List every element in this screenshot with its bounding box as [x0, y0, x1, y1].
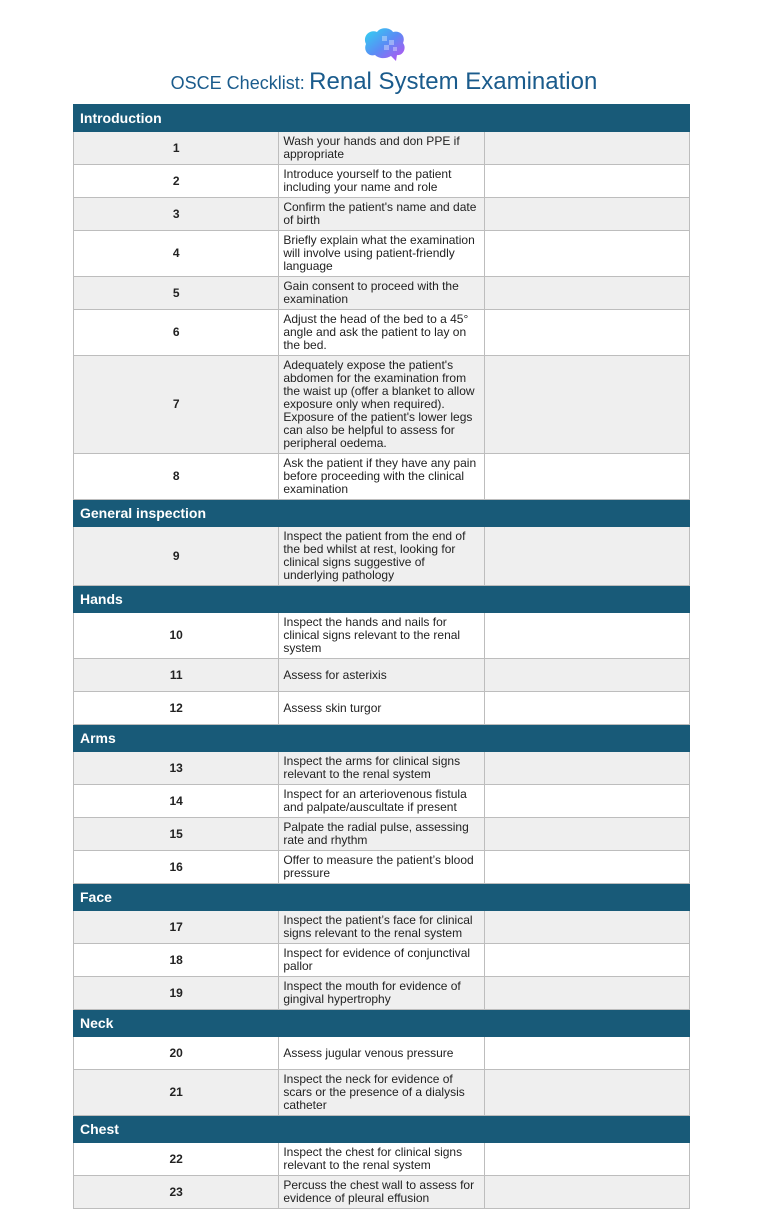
section-header [74, 500, 690, 527]
table-row [74, 818, 690, 851]
section-header [74, 725, 690, 752]
item-number: 23 [74, 1176, 279, 1209]
page-title [0, 68, 768, 96]
checkbox-cell[interactable] [484, 198, 689, 231]
checkbox-cell[interactable] [484, 818, 689, 851]
table-row [74, 165, 690, 198]
item-text: Inspect the patient’s face for clinical signs relevant to the renal system [279, 911, 484, 944]
title-main: Renal System Examination [309, 68, 598, 95]
item-text: Inspect for evidence of conjunctival pallor [279, 944, 484, 977]
item-text: Percuss the chest wall to assess for evidence of pleural effusion [279, 1176, 484, 1209]
item-number: 20 [74, 1037, 279, 1070]
item-number: 17 [74, 911, 279, 944]
checkbox-cell[interactable] [484, 1143, 689, 1176]
item-text: Assess skin turgor [279, 692, 484, 725]
item-number: 4 [74, 231, 279, 277]
section-title: Hands [74, 586, 690, 613]
item-text: Adequately expose the patient's abdomen for the examination from the waist up (offer a blanket to allow exposure only when required). Exposure of the patient's lower legs can also be helpful to assess for peripheral oedema. [279, 356, 484, 454]
item-text: Offer to measure the patient’s blood pressure [279, 851, 484, 884]
table-row [74, 851, 690, 884]
table-row [74, 231, 690, 277]
table-row [74, 944, 690, 977]
table-row [74, 277, 690, 310]
item-number: 12 [74, 692, 279, 725]
title-prefix: OSCE Checklist: [170, 73, 305, 93]
item-text: Inspect the mouth for evidence of gingival hypertrophy [279, 977, 484, 1010]
table-row [74, 198, 690, 231]
checkbox-cell[interactable] [484, 1037, 689, 1070]
table-row [74, 613, 690, 659]
checkbox-cell[interactable] [484, 231, 689, 277]
table-row [74, 977, 690, 1010]
item-text: Palpate the radial pulse, assessing rate and rhythm [279, 818, 484, 851]
item-text: Inspect the patient from the end of the bed whilst at rest, looking for clinical signs suggestive of underlying pathology [279, 527, 484, 586]
checkbox-cell[interactable] [484, 277, 689, 310]
checkbox-cell[interactable] [484, 454, 689, 500]
table-row [74, 659, 690, 692]
item-text: Assess for asterixis [279, 659, 484, 692]
item-text: Inspect for an arteriovenous fistula and palpate/auscultate if present [279, 785, 484, 818]
checkbox-cell[interactable] [484, 310, 689, 356]
item-text: Inspect the hands and nails for clinical signs relevant to the renal system [279, 613, 484, 659]
checkbox-cell[interactable] [484, 165, 689, 198]
item-number: 16 [74, 851, 279, 884]
checkbox-cell[interactable] [484, 132, 689, 165]
section-header [74, 586, 690, 613]
table-row [74, 911, 690, 944]
item-number: 8 [74, 454, 279, 500]
table-row [74, 454, 690, 500]
checkbox-cell[interactable] [484, 752, 689, 785]
table-row [74, 692, 690, 725]
checkbox-cell[interactable] [484, 1176, 689, 1209]
item-number: 14 [74, 785, 279, 818]
table-row [74, 1143, 690, 1176]
item-text: Wash your hands and don PPE if appropriate [279, 132, 484, 165]
item-number: 11 [74, 659, 279, 692]
checkbox-cell[interactable] [484, 527, 689, 586]
item-number: 15 [74, 818, 279, 851]
section-header [74, 1010, 690, 1037]
brain-logo-icon [360, 26, 408, 66]
item-text: Introduce yourself to the patient including your name and role [279, 165, 484, 198]
item-number: 19 [74, 977, 279, 1010]
item-text: Inspect the arms for clinical signs relevant to the renal system [279, 752, 484, 785]
section-header [74, 105, 690, 132]
checkbox-cell[interactable] [484, 785, 689, 818]
item-number: 5 [74, 277, 279, 310]
item-number: 3 [74, 198, 279, 231]
table-row [74, 1070, 690, 1116]
table-row [74, 1037, 690, 1070]
item-number: 13 [74, 752, 279, 785]
checkbox-cell[interactable] [484, 911, 689, 944]
item-text: Confirm the patient's name and date of birth [279, 198, 484, 231]
item-text: Briefly explain what the examination will involve using patient-friendly language [279, 231, 484, 277]
checkbox-cell[interactable] [484, 692, 689, 725]
item-number: 7 [74, 356, 279, 454]
item-text: Gain consent to proceed with the examination [279, 277, 484, 310]
item-number: 6 [74, 310, 279, 356]
table-row [74, 527, 690, 586]
checklist-table [73, 104, 690, 1209]
section-title: Neck [74, 1010, 690, 1037]
checkbox-cell[interactable] [484, 613, 689, 659]
item-number: 21 [74, 1070, 279, 1116]
checkbox-cell[interactable] [484, 944, 689, 977]
item-number: 2 [74, 165, 279, 198]
section-header [74, 1116, 690, 1143]
item-text: Inspect the neck for evidence of scars or the presence of a dialysis catheter [279, 1070, 484, 1116]
checkbox-cell[interactable] [484, 851, 689, 884]
table-row [74, 752, 690, 785]
checkbox-cell[interactable] [484, 659, 689, 692]
item-number: 1 [74, 132, 279, 165]
section-title: Face [74, 884, 690, 911]
item-text: Ask the patient if they have any pain before proceeding with the clinical examination [279, 454, 484, 500]
item-number: 9 [74, 527, 279, 586]
checkbox-cell[interactable] [484, 977, 689, 1010]
checkbox-cell[interactable] [484, 1070, 689, 1116]
section-title: General inspection [74, 500, 690, 527]
item-number: 10 [74, 613, 279, 659]
table-row [74, 1176, 690, 1209]
item-text: Adjust the head of the bed to a 45° angle and ask the patient to lay on the bed. [279, 310, 484, 356]
section-header [74, 884, 690, 911]
item-number: 22 [74, 1143, 279, 1176]
checkbox-cell[interactable] [484, 356, 689, 454]
item-number: 18 [74, 944, 279, 977]
section-title: Introduction [74, 105, 690, 132]
section-title: Chest [74, 1116, 690, 1143]
table-row [74, 310, 690, 356]
section-title: Arms [74, 725, 690, 752]
item-text: Inspect the chest for clinical signs relevant to the renal system [279, 1143, 484, 1176]
table-row [74, 132, 690, 165]
table-row [74, 785, 690, 818]
item-text: Assess jugular venous pressure [279, 1037, 484, 1070]
table-row [74, 356, 690, 454]
